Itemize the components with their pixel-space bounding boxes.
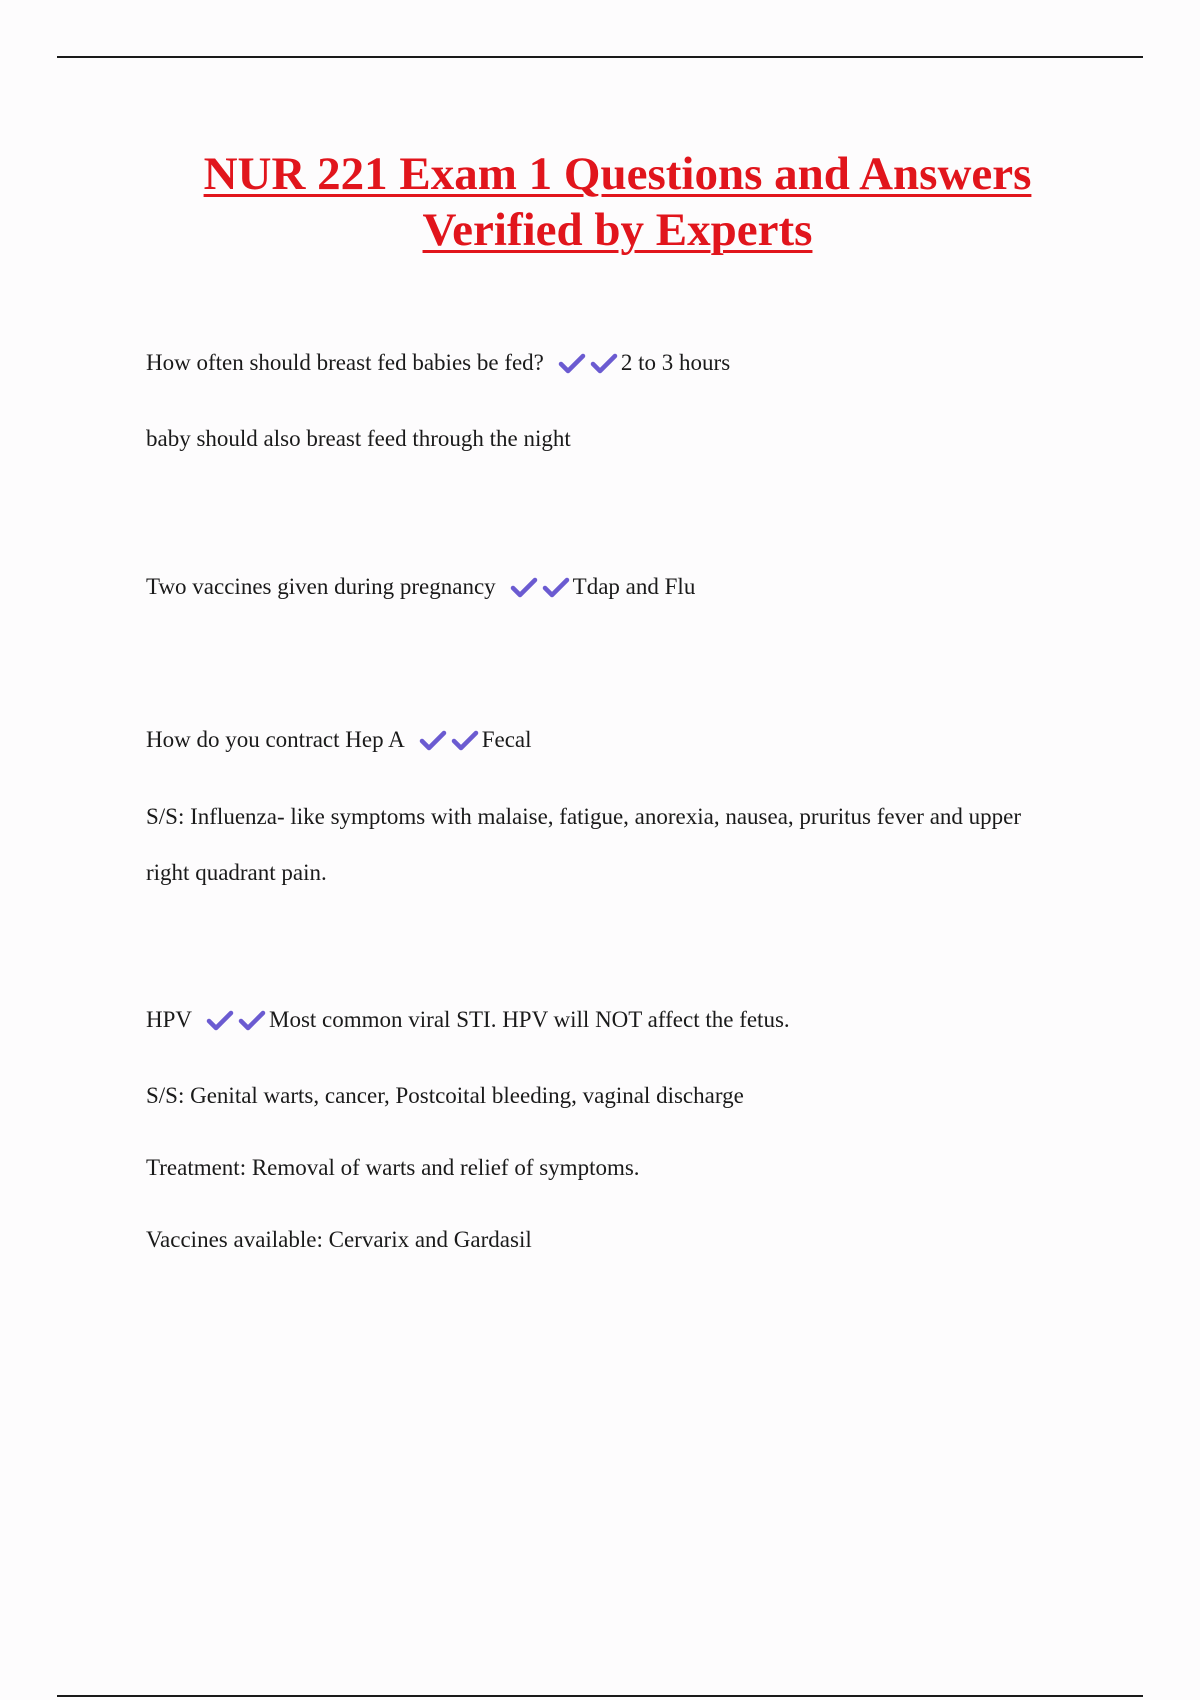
checkmark-icon — [590, 352, 618, 374]
detail-text: S/S: Genital warts, cancer, Postcoital bleeding, vaginal discharge — [146, 1083, 744, 1108]
answer-text: 2 to 3 hours — [620, 350, 731, 375]
checkmark-icon — [542, 576, 570, 598]
checkmark-icon — [238, 1009, 266, 1031]
qa-item-2 — [146, 572, 695, 602]
title-line-1: NUR 221 Exam 1 Questions and Answers — [203, 148, 1032, 200]
checkmark-icon — [510, 576, 538, 598]
question-text: How do you contract Hep A — [146, 727, 405, 752]
answer-text: Fecal — [481, 727, 532, 752]
checkmark-icon — [206, 1009, 234, 1031]
answer-text: Tdap and Flu — [572, 574, 696, 599]
question-text: HPV — [146, 1007, 193, 1032]
question-text: How often should breast fed babies be fed? — [146, 350, 544, 375]
question-text: Two vaccines given during pregnancy — [146, 574, 496, 599]
qa-item-1 — [146, 348, 730, 378]
checkmark-icon — [451, 729, 479, 751]
detail-text: right quadrant pain. — [146, 860, 327, 885]
document-title — [0, 146, 1200, 258]
detail-text: baby should also breast feed through the night — [146, 426, 571, 451]
answer-text: Most common viral STI. HPV will NOT affect the fetus. — [269, 1007, 790, 1032]
header-rule — [57, 56, 1143, 58]
checkmark-icon — [558, 352, 586, 374]
detail-text: Vaccines available: Cervarix and Gardasil — [146, 1227, 532, 1252]
title-line-2: Verified by Experts — [422, 204, 813, 256]
qa-item-4 — [146, 1005, 790, 1035]
footer-rule — [57, 1695, 1143, 1697]
checkmark-icon — [419, 729, 447, 751]
detail-text: S/S: Influenza- like symptoms with malaise, fatigue, anorexia, nausea, pruritus fever and upper — [146, 804, 1022, 829]
detail-text: Treatment: Removal of warts and relief of symptoms. — [146, 1155, 640, 1180]
qa-item-3 — [146, 725, 532, 755]
